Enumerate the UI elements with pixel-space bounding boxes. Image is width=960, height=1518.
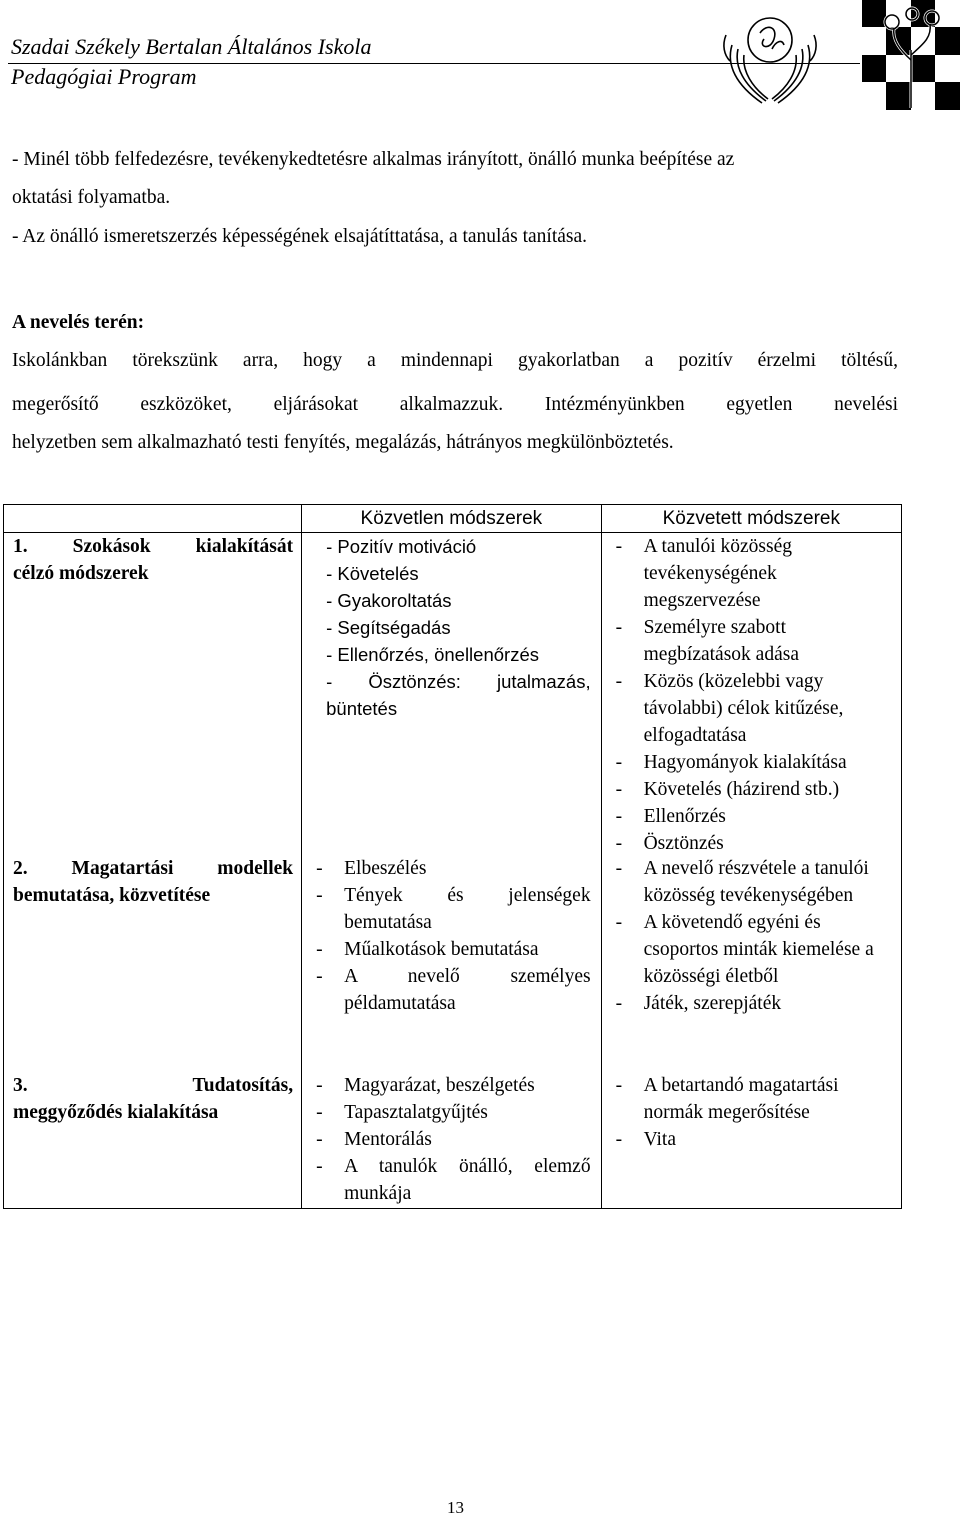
indirect-methods-group-2	[602, 855, 901, 1072]
intro-line-1: - Minél több felfedezésre, tevékenykedtetésre alkalmas irányított, önálló munka beépítése az	[12, 149, 735, 170]
school-name: Szadai Székely Bertalan Általános Iskola	[11, 34, 372, 59]
indirect-methods-group-3	[602, 1072, 901, 1208]
page-header	[0, 0, 960, 115]
indirect-methods-cell	[601, 533, 901, 1209]
program-name: Pedagógiai Program	[11, 64, 197, 89]
category-block	[4, 533, 301, 855]
category-line-1: 1. Szokások kialakítását	[13, 536, 294, 557]
category-block	[4, 855, 301, 1072]
list-item: - Ellenőrzés	[616, 803, 895, 830]
list-item: - Ösztönzés	[616, 830, 895, 857]
list-item: - A nevelő részvétele a tanulói közösség tevékenységében	[616, 855, 895, 909]
list-item: - Pozitív motiváció	[326, 536, 477, 557]
list-item: - Mentorálás	[316, 1126, 590, 1153]
list-item: - A nevelő személyes példamutatása	[316, 963, 590, 1017]
paragraph-line-3: helyzetben sem alkalmazható testi fenyítés, megalázás, hátrányos megkülönböztetés.	[12, 432, 674, 453]
header-indirect-methods: Közvetett módszerek	[601, 505, 901, 533]
tree-chessboard-logo-icon	[862, 0, 960, 110]
section-heading: A nevelés terén:	[12, 312, 145, 333]
category-block	[4, 1072, 301, 1208]
list-item: - Tények és jelenségek bemutatása	[316, 882, 590, 936]
paragraph-line-1: Iskolánkban törekszünk arra, hogy a mindennapi gyakorlatban a pozitív érzelmi töltésű,	[12, 350, 898, 371]
category-line-1: 3. Tudatosítás,	[13, 1075, 294, 1096]
methods-table	[3, 504, 902, 1209]
intro-line-2: oktatási folyamatba.	[12, 187, 171, 208]
list-item: - Magyarázat, beszélgetés	[316, 1072, 590, 1099]
list-item: - Követelés	[326, 563, 419, 584]
paragraph-line-2: megerősítő eszközöket, eljárásokat alkalmazzuk. Intézményünkben egyetlen nevelési	[12, 394, 898, 415]
list-item: - A követendő egyéni és csoportos minták kiemelése a közösségi életből	[616, 909, 895, 990]
page-number: 13	[447, 1498, 464, 1517]
direct-methods-cell	[302, 533, 601, 1209]
list-item: - Ellenőrzés, önellenőrzés	[326, 644, 539, 665]
list-item: - Ösztönzés: jutalmazás,	[326, 671, 591, 692]
list-item: - Közös (közelebbi vagy távolabbi) célok kitűzése, elfogadtatása	[616, 668, 895, 749]
list-item: - A betartandó magatartási normák megerősítése	[616, 1072, 895, 1126]
list-item: - A tanulói közösség tevékenységének megszervezése	[616, 533, 895, 614]
list-item: - Vita	[616, 1126, 895, 1153]
list-item: - Elbeszélés	[316, 855, 590, 882]
list-item: - Gyakoroltatás	[326, 590, 452, 611]
list-item: büntetés	[326, 698, 398, 719]
direct-methods-group-2	[302, 855, 600, 1072]
list-item: - Hagyományok kialakítása	[616, 749, 895, 776]
list-item: - Személyre szabott megbízatások adása	[616, 614, 895, 668]
category-line-1: 2. Magatartási modellek	[13, 858, 294, 879]
category-line-2: bemutatása, közvetítése	[13, 885, 211, 906]
indirect-methods-group-1	[602, 533, 901, 855]
header-empty-cell	[4, 505, 302, 533]
intro-line-3: - Az önálló ismeretszerzés képességének elsajátíttatása, a tanulás tanítása.	[12, 226, 588, 247]
list-item: - Tapasztalatgyűjtés	[316, 1099, 590, 1126]
category-cell	[4, 533, 302, 1209]
direct-methods-group-3	[302, 1072, 600, 1208]
list-item: - Segítségadás	[326, 617, 451, 638]
list-item: - A tanulók önálló, elemző munkája	[316, 1153, 590, 1207]
category-line-2: meggyőződés kialakítása	[13, 1102, 219, 1123]
category-line-2: célzó módszerek	[13, 563, 149, 584]
list-item: - Játék, szerepjáték	[616, 990, 895, 1017]
list-item: - Műalkotások bemutatása	[316, 936, 590, 963]
direct-methods-group-1	[302, 533, 600, 855]
hands-logo-icon	[712, 5, 828, 110]
header-direct-methods: Közvetlen módszerek	[302, 505, 601, 533]
list-item: - Követelés (házirend stb.)	[616, 776, 895, 803]
